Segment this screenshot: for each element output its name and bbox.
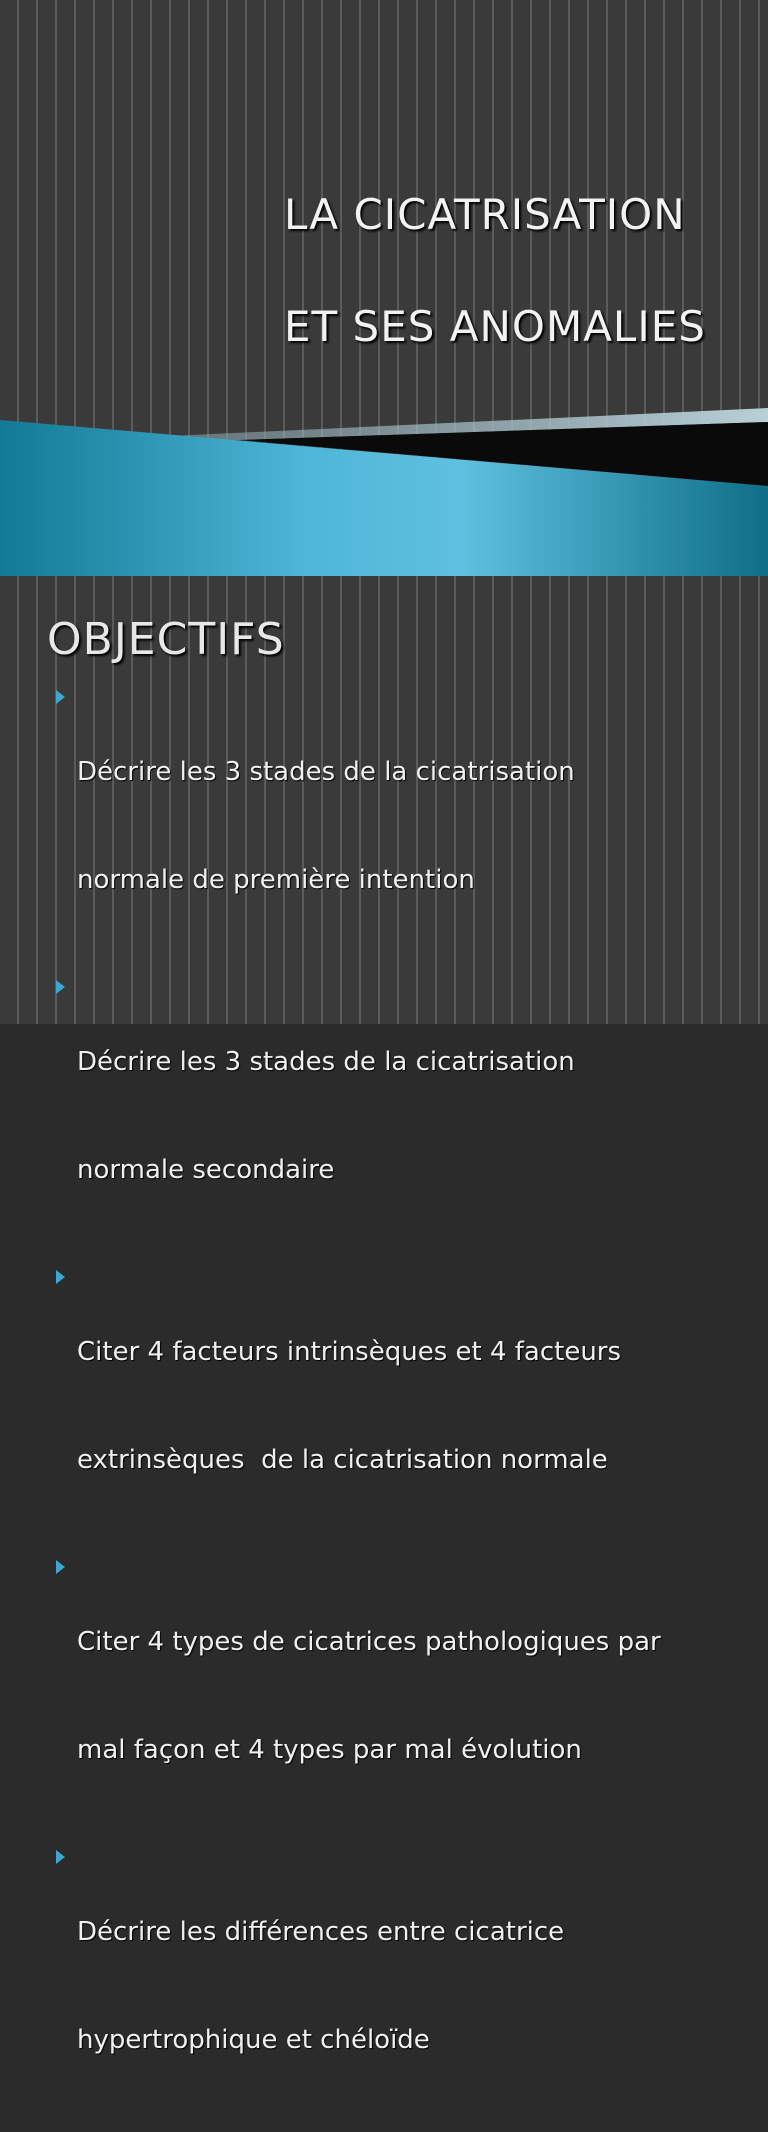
- bullet-line: Décrire les 3 stades de la cicatrisation: [77, 1047, 575, 1077]
- bullet-line: extrinsèques de la cicatrisation normale: [77, 1445, 608, 1475]
- triangle-bullet-icon: [56, 690, 65, 704]
- triangle-bullet-icon: [56, 1850, 65, 1864]
- list-item: [52, 1552, 752, 1840]
- title-slide: [0, 0, 768, 576]
- decorative-swoosh-band: [0, 400, 768, 576]
- list-item: [52, 1262, 752, 1550]
- objectives-slide: [0, 576, 768, 2055]
- list-item: [52, 1842, 752, 2130]
- bullet-text: [77, 1011, 752, 1257]
- bullet-line: Décrire les 3 stades de la cicatrisation: [77, 757, 575, 787]
- objectives-heading: OBJECTIFS: [47, 614, 285, 665]
- bullet-line: Citer 4 facteurs intrinsèques et 4 facteurs: [77, 1337, 622, 1367]
- bullet-line: normale de première intention: [77, 865, 475, 895]
- bullet-text: [77, 721, 752, 967]
- bullet-text: [77, 1881, 752, 2127]
- bullet-line: mal façon et 4 types par mal évolution: [77, 1735, 582, 1765]
- triangle-bullet-icon: [56, 1560, 65, 1574]
- bullet-text: [77, 1301, 752, 1547]
- bullet-line: normale secondaire: [77, 1155, 335, 1185]
- bullet-line: Citer 4 types de cicatrices pathologiques par: [77, 1627, 661, 1657]
- bullet-line: hypertrophique et chéloïde: [77, 2025, 430, 2055]
- title-block: [0, 0, 768, 420]
- triangle-bullet-icon: [56, 980, 65, 994]
- objectives-list: [52, 682, 752, 2132]
- bullet-text: [77, 1591, 752, 1837]
- triangle-bullet-icon: [56, 1270, 65, 1284]
- slide-title-line-2: ET SES ANOMALIES: [284, 302, 706, 351]
- list-item: [52, 972, 752, 1260]
- list-item: [52, 682, 752, 970]
- slide-title-line-1: LA CICATRISATION: [284, 190, 686, 239]
- bullet-line: Décrire les différences entre cicatrice: [77, 1917, 565, 1947]
